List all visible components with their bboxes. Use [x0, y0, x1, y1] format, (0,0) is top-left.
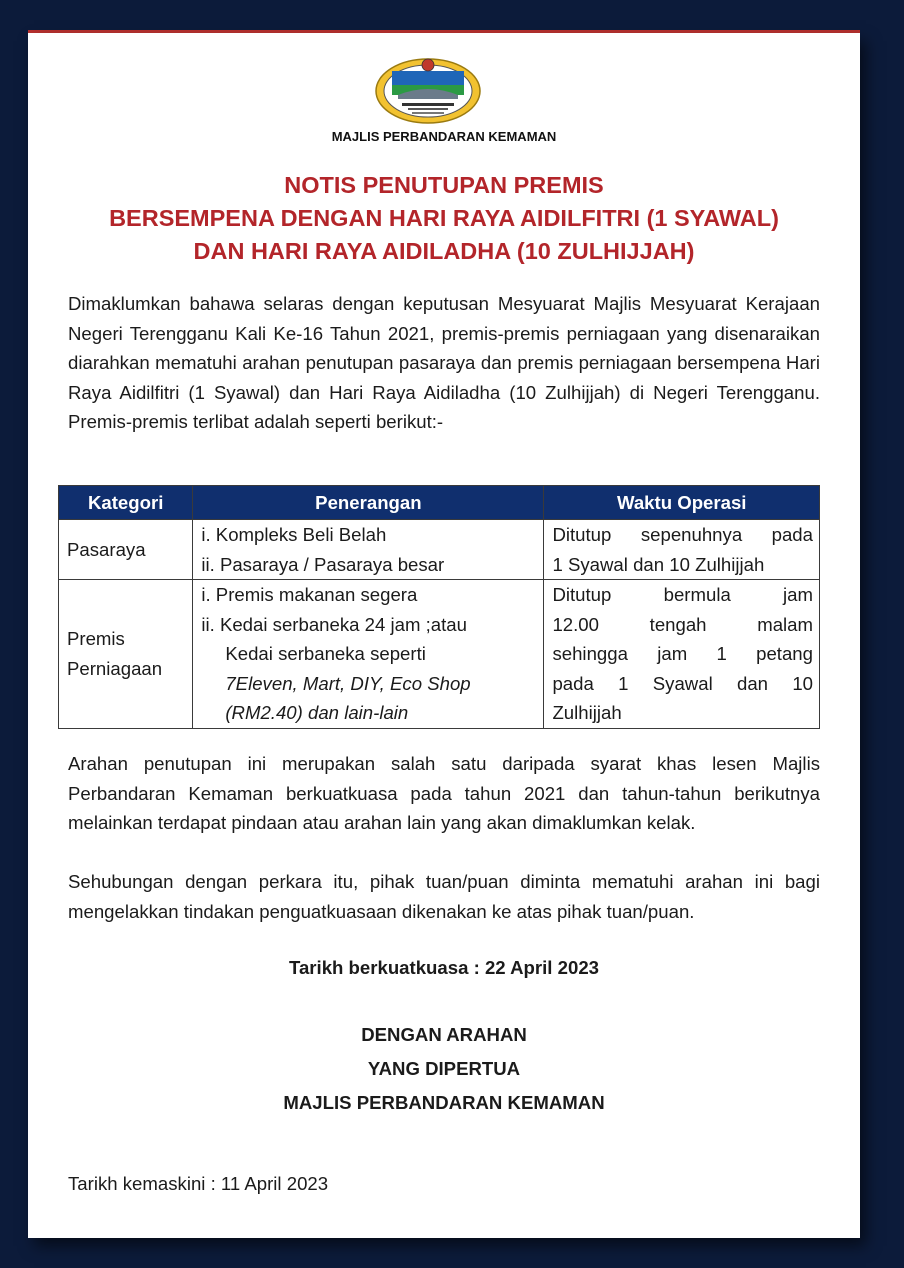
header-penerangan: Penerangan [193, 486, 544, 520]
hours-line: Ditutup bermula jam [552, 584, 813, 605]
hours-line: Ditutup sepenuhnya pada [552, 524, 813, 545]
compliance-paragraph: Sehubungan dengan perkara itu, pihak tuan/puan diminta mematuhi arahan ini bagi mengelakkan tindakan penguatkuasaan dikenakan ke atas pihak tuan/puan. [68, 871, 820, 922]
notice-title-line-2: BERSEMPENA DENGAN HARI RAYA AIDILFITRI (1 SYAWAL) [109, 205, 779, 231]
header-waktu-operasi: Waktu Operasi [544, 486, 820, 520]
org-name-header: MAJLIS PERBANDARAN KEMAMAN [331, 129, 557, 144]
closure-condition-paragraph: Arahan penutupan ini merupakan salah satu daripada syarat khas lesen Majlis Perbandaran Kemaman berkuatkuasa pada tahun 2021 dan tahun-tahun berikutnya melainkan terdapat pindaan atau arahan lain yang akan dimaklumkan kelak. [68, 753, 820, 834]
description-line: ii. Pasaraya / Pasaraya besar [201, 553, 445, 575]
description-line: ii. Kedai serbaneka 24 jam ;atau [201, 613, 467, 635]
table-row [59, 520, 820, 580]
description-line: (RM2.40) dan lain-lain [225, 702, 409, 723]
table-row [59, 580, 820, 729]
council-logo-icon [372, 53, 484, 125]
category-line: Premis [67, 628, 125, 650]
category-cell [59, 580, 193, 729]
premises-table [58, 485, 820, 729]
signoff-line-1: DENGAN ARAHAN [361, 1024, 527, 1045]
description-line: i. Kompleks Beli Belah [201, 524, 387, 545]
header-kategori: Kategori [59, 486, 193, 520]
table-header-row [59, 486, 820, 520]
hours-cell [544, 580, 820, 729]
description-cell [193, 580, 544, 729]
hours-line: 12.00 tengah malam [552, 613, 813, 635]
notice-page [28, 33, 860, 1238]
hours-cell [544, 520, 820, 580]
intro-paragraph: Dimaklumkan bahawa selaras dengan keputusan Mesyuarat Majlis Mesyuarat Kerajaan Negeri Terengganu Kali Ke-16 Tahun 2021, premis-premis perniagaan yang disenaraikan diarahkan mematuhi arahan penutupan pasaraya dan premis perniagaan bersempena Hari Raya Aidilfitri (1 Syawal) dan Hari Raya Aidiladha (10 Zulhijjah) di Negeri Terengganu. Premis-premis terlibat adalah seperti berikut:- [68, 293, 820, 433]
hours-line: pada 1 Syawal dan 10 [552, 672, 813, 694]
category-line: Perniagaan [67, 657, 163, 679]
description-cell [193, 520, 544, 580]
hours-line: Zulhijjah [552, 702, 622, 723]
notice-title-line-1: NOTIS PENUTUPAN PREMIS [284, 172, 604, 198]
description-line: i. Premis makanan segera [201, 584, 418, 605]
category-cell: Pasaraya [59, 520, 193, 580]
notice-title-line-3: DAN HARI RAYA AIDILADHA (10 ZULHIJJAH) [193, 238, 695, 264]
signoff-line-3: MAJLIS PERBANDARAN KEMAMAN [283, 1092, 605, 1113]
description-line: 7Eleven, Mart, DIY, Eco Shop [225, 672, 471, 694]
effective-date: Tarikh berkuatkuasa : 22 April 2023 [288, 957, 600, 978]
updated-date: Tarikh kemaskini : 11 April 2023 [68, 1173, 329, 1194]
signoff-line-2: YANG DIPERTUA [367, 1058, 521, 1079]
hours-line: sehingga jam 1 petang [552, 643, 813, 664]
description-line: Kedai serbaneka seperti [225, 643, 426, 664]
hours-line: 1 Syawal dan 10 Zulhijjah [552, 553, 765, 575]
